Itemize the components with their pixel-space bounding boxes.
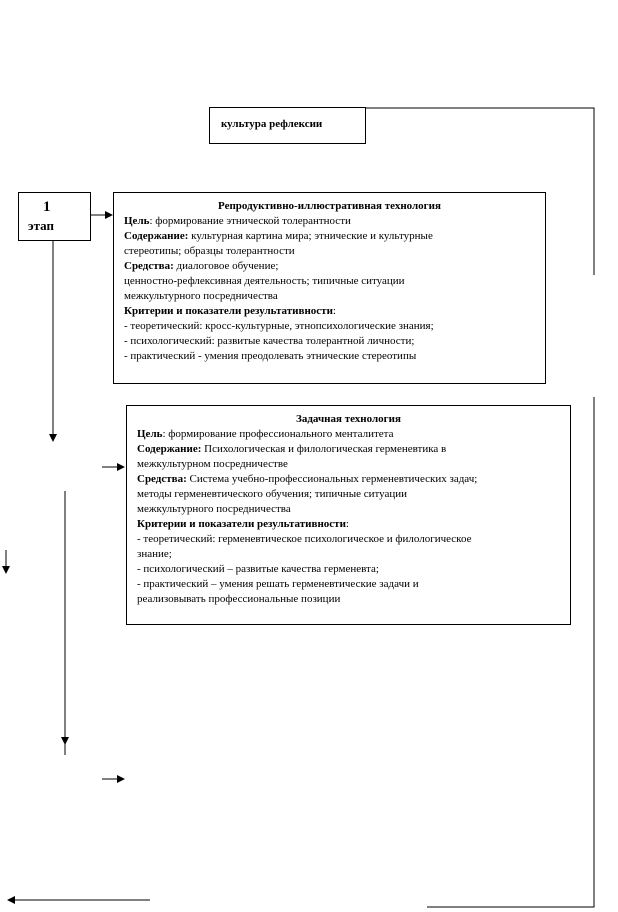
tech2-means-text-1: Система учебно-профессиональных герменевтических задач; — [186, 473, 478, 485]
tech2-content-text-1: Психологическая и филологическая герменевтика в — [201, 443, 447, 455]
tech1-means-label: Средства: — [124, 260, 174, 272]
tech1-means-text-2: ценностно-рефлексивная деятельность; типичные ситуации — [124, 275, 405, 287]
tech2-content-text-2: межкультурном посредничестве — [137, 458, 288, 470]
tech2-criteria-item: знание; — [137, 548, 172, 560]
tech1-content-label: Содержание: — [124, 230, 189, 242]
tech2-content — [137, 442, 560, 457]
tech2-means — [137, 472, 560, 487]
tech1-means — [124, 259, 535, 274]
tech1-criteria-label: Критерии и показатели результативности — [124, 305, 333, 317]
tech2-means-label: Средства: — [137, 473, 187, 485]
tech1-means-text-1: диалоговое обучение; — [173, 260, 279, 272]
stage-number: 1 — [43, 199, 51, 215]
tech1-content-text-2: стереотипы; образцы толерантности — [124, 245, 295, 257]
tech2-criteria-item: реализовывать профессиональные позиции — [137, 593, 341, 605]
culture-label: культура рефлексии — [221, 118, 323, 130]
tech1-criteria-item: - практический - умения преодолевать этнические стереотипы — [124, 350, 417, 362]
tech2-criteria-item: - практический – умения решать герменевтические задачи и — [137, 578, 419, 590]
tech2-box — [126, 405, 571, 625]
tech1-box — [113, 192, 546, 384]
tech1-content-text-1: культурная картина мира; этнические и культурные — [188, 230, 433, 242]
tech1-criteria-colon: : — [332, 305, 336, 317]
tech2-means-text-2: методы герменевтического обучения; типичные ситуации — [137, 488, 408, 500]
tech2-title: Задачная технология — [296, 413, 401, 425]
tech1-criteria-item: - психологический: развитые качества толерантной личности; — [124, 335, 415, 347]
stage-box — [18, 192, 91, 241]
tech1-criteria-item: - теоретический: кросс-культурные, этнопсихологические знания; — [124, 320, 434, 332]
stage-label: этап — [28, 218, 54, 233]
tech1-goal-text: : формирование этнической толерантности — [149, 215, 351, 227]
tech2-content-label: Содержание: — [137, 443, 202, 455]
tech2-criteria-colon: : — [345, 518, 349, 530]
tech1-criteria — [124, 304, 535, 319]
tech2-criteria-item: - теоретический: герменевтическое психологическое и филологическое — [137, 533, 472, 545]
tech2-goal-text: : формирование профессионального менталитета — [162, 428, 394, 440]
culture-box — [209, 107, 366, 144]
tech2-criteria-label: Критерии и показатели результативности — [137, 518, 346, 530]
tech1-title: Репродуктивно-иллюстративная технология — [218, 200, 441, 212]
tech2-criteria — [137, 517, 560, 532]
tech1-means-text-3: межкультурного посредничества — [124, 290, 278, 302]
tech1-content — [124, 229, 535, 244]
tech1-goal — [124, 214, 535, 229]
tech2-goal — [137, 427, 560, 442]
tech2-means-text-3: межкультурного посредничества — [137, 503, 291, 515]
tech1-goal-label: Цель — [124, 215, 150, 227]
tech2-goal-label: Цель — [137, 428, 163, 440]
tech2-criteria-item: - психологический – развитые качества герменевта; — [137, 563, 379, 575]
